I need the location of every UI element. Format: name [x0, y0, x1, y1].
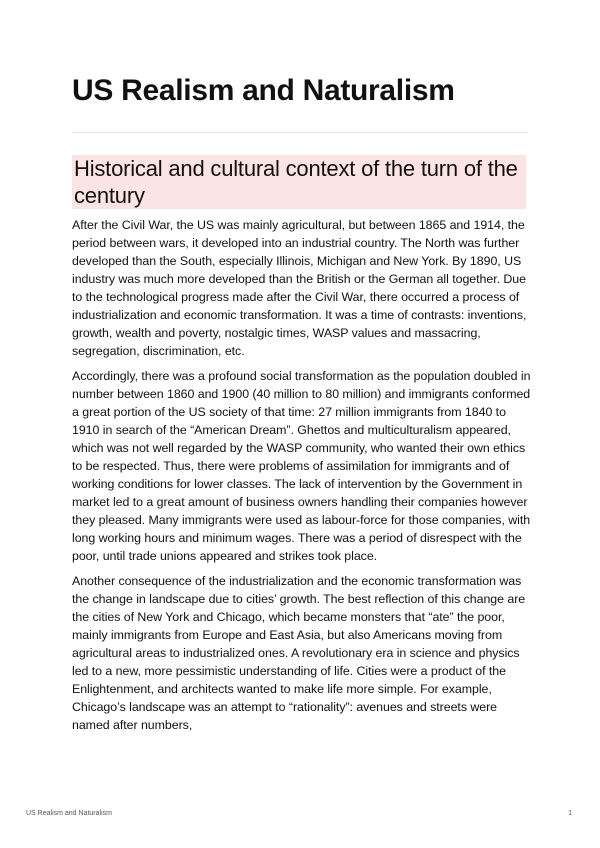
footer-title: US Realism and Naturalism: [26, 810, 112, 817]
page-title: US Realism and Naturalism: [72, 74, 455, 107]
paragraph: After the Civil War, the US was mainly agricultural, but between 1865 and 1914, the period between wars, it developed into an industrial country. The North was further developed than the South, especially Illinois, Michigan and New York. By 1890, US industry was much more developed than the British or the German all together. Due to the technological progress made after the Civil War, there occurred a process of industrialization and economic transformation. It was a time of contrasts: inventions, growth, wealth and poverty, nostalgic times, WASP values and massacring, segregation, discrimination, etc.: [72, 218, 527, 358]
paragraph: Another consequence of the industrialization and the economic transformation was the change in landscape due to cities’ growth. The best reflection of this change are the cities of New York and Chicago, which became monsters that “ate” the poor, mainly immigrants from Europe and East Asia, but also Americans moving from agricultural areas to industrialized ones. A revolutionary era in science and physics led to a new, more pessimistic understanding of life. Cities were a product of the Enlightenment, and architects wanted to make life more simple. For example, Chicago’s landscape was an attempt to “rationality”: avenues and streets were named after numbers,: [72, 574, 526, 732]
title-divider: [72, 132, 528, 133]
section-heading: Historical and cultural context of the turn of the century: [72, 155, 526, 209]
page-number: 1: [568, 810, 572, 817]
body-text: [72, 216, 532, 741]
paragraph: Accordingly, there was a profound social transformation as the population doubled in number between 1860 and 1900 (40 million to 80 million) and immigrants conformed a great portion of the US society of that time: 27 million immigrants from 1840 to 1910 in search of the “American Dream”. Ghettos and multiculturalism appeared, which was not well regarded by the WASP community, who wanted their own ethics to be respected. Thus, there were problems of assimilation for immigrants and of working conditions for lower classes. The lack of intervention by the Government in market led to a great amount of business owners handling their companies however they pleased. Many immigrants were used as labour-force for those companies, with long working hours and minimum wages. There was a period of disrespect with the poor, until trade unions appeared and strikes took place.: [72, 369, 531, 563]
